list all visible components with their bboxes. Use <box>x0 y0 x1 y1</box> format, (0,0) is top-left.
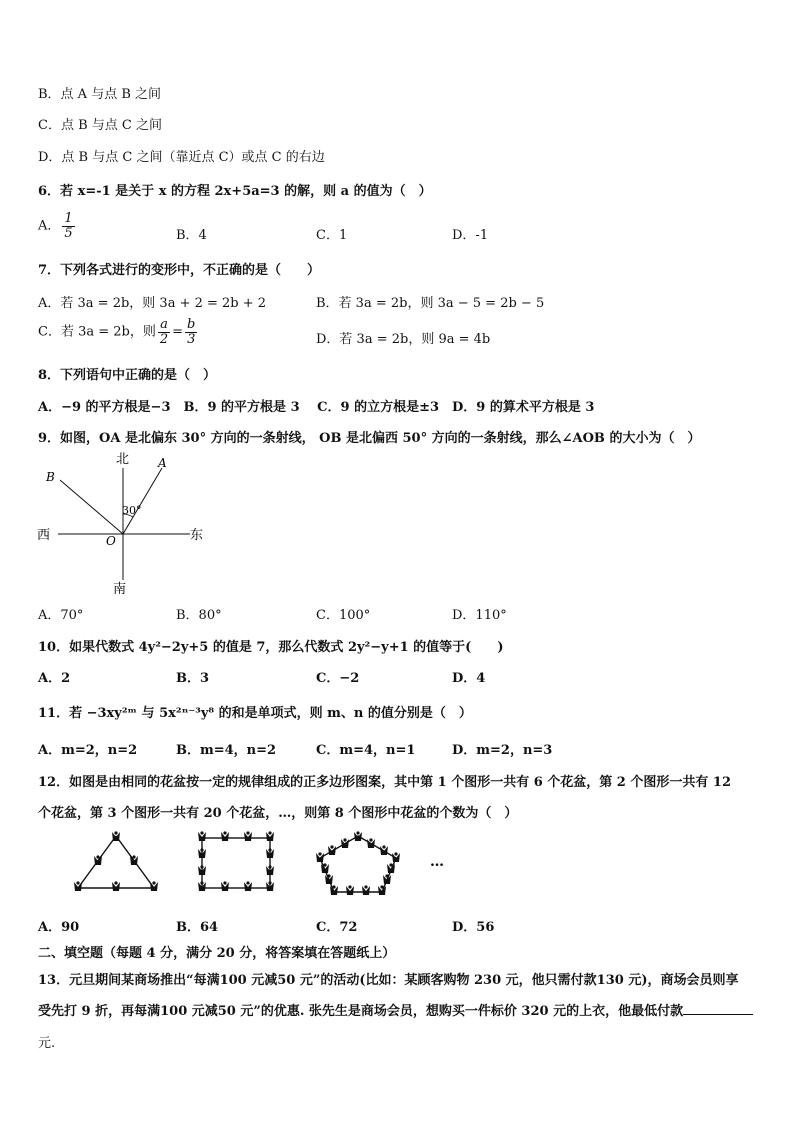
fig-o-label: O <box>106 534 116 548</box>
fig-north-label: 北 <box>116 452 130 467</box>
q7-option-c: C．若 3a = 2b，则 $\frac{a}{2}$ = $\frac{b}{3}$ <box>38 317 196 347</box>
q11-stem: 11．若 −3xy²ᵐ 与 5x²ⁿ⁻³y⁸ 的和是单项式，则 m、n 的值分别是（ ） <box>38 706 472 721</box>
q9-option-d: D．110° <box>452 608 507 623</box>
q12-stem-line1: 12．如图是由相同的花盆按一定的规律组成的正多边形图案，其中第 1 个图形一共有 6 个花盆，第 2 个图形一共有 12 <box>38 775 731 790</box>
pattern-ellipsis: … <box>430 854 444 870</box>
q7-stem: 7．下列各式进行的变形中，不正确的是（ ） <box>38 263 321 278</box>
fig-b-label: B <box>46 470 55 484</box>
pattern-square <box>198 831 274 891</box>
q12-stem-line2: 个花盆，第 3 个图形一共有 20 个花盆，…，则第 8 个图形中花盆的个数为（ ） <box>38 806 518 821</box>
q13-line3: 元. <box>38 1036 56 1051</box>
q11-option-c: C．m=4，n=1 <box>316 743 416 758</box>
q8-stem: 8．下列语句中正确的是（ ） <box>38 368 217 383</box>
fig-angle-label: 30° <box>122 504 142 517</box>
q9-direction-figure <box>30 448 220 598</box>
q11-option-b: B．m=4，n=2 <box>176 743 277 758</box>
fig-a-label: A <box>158 456 167 470</box>
q5-option-b: B．点 A 与点 B 之间 <box>38 87 162 102</box>
q12-option-a: A．90 <box>38 920 80 935</box>
q12-option-c: C．72 <box>316 920 358 935</box>
q9-option-c: C．100° <box>316 608 371 623</box>
q10-stem: 10．如果代数式 4y²−2y+5 的值是 7，那么代数式 2y²−y+1 的值等于( ) <box>38 640 504 655</box>
fig-south-label: 南 <box>113 582 127 597</box>
fig-east-label: 东 <box>190 528 204 543</box>
q7-option-b: B．若 3a = 2b，则 3a − 5 = 2b − 5 <box>316 296 545 311</box>
q8-options: A．−9 的平方根是−3 B．9 的平方根是 3 C．9 的立方根是±3 D．9 的算术平方根是 3 <box>38 400 595 415</box>
q9-option-a: A．70° <box>38 608 84 623</box>
q13-line1: 13．元旦期间某商场推出“每满100 元减50 元”的活动(比如：某顾客购物 230 元，他只需付款130 元)，商场会员则享 <box>38 973 739 988</box>
q13-line2-wrapper <box>38 1000 753 1019</box>
q10-option-d: D．4 <box>452 671 486 686</box>
q9-option-b: B．80° <box>176 608 222 623</box>
q5-option-c: C．点 B 与点 C 之间 <box>38 118 162 133</box>
pattern-triangle <box>74 831 158 891</box>
q6-stem: 6．若 x=-1 是关于 x 的方程 2x+5a=3 的解，则 a 的值为（ ） <box>38 184 432 199</box>
section-2-title: 二、填空题（每题 4 分，满分 20 分，将答案填在答题纸上） <box>38 946 396 961</box>
q10-option-b: B．3 <box>176 671 210 686</box>
pattern-pentagon <box>316 831 400 895</box>
q12-option-d: D．56 <box>452 920 495 935</box>
q13-answer-blank[interactable] <box>683 1002 753 1015</box>
q11-option-d: D．m=2，n=3 <box>452 743 553 758</box>
q10-option-c: C．−2 <box>316 671 360 686</box>
q13-line2: 受先打 9 折，再每满100 元减50 元”的优惠. 张先生是商场会员，想购买一件标价 320 元的上衣，他最低付款 <box>38 1004 684 1019</box>
q11-option-a: A．m=2，n=2 <box>38 743 138 758</box>
q9-stem: 9．如图，OA 是北偏东 30° 方向的一条射线， OB 是北偏西 50° 方向的一条射线，那么∠AOB 的大小为（ ） <box>38 431 701 446</box>
q6-option-d: D．-1 <box>452 228 489 243</box>
q12-option-b: B．64 <box>176 920 219 935</box>
q6-option-c: C．1 <box>316 228 348 243</box>
q7-option-a: A．若 3a = 2b，则 3a + 2 = 2b + 2 <box>38 296 267 311</box>
fig-west-label: 西 <box>37 528 51 543</box>
q6-option-b: B．4 <box>176 228 207 243</box>
q10-option-a: A．2 <box>38 671 71 686</box>
q7-option-d: D．若 3a = 2b，则 9a = 4b <box>316 332 491 347</box>
q12-flowerpot-patterns <box>60 826 460 906</box>
q6-option-a: A． $\frac{1}{5}$ <box>38 211 73 241</box>
q5-option-d: D．点 B 与点 C 之间（靠近点 C）或点 C 的右边 <box>38 150 325 165</box>
